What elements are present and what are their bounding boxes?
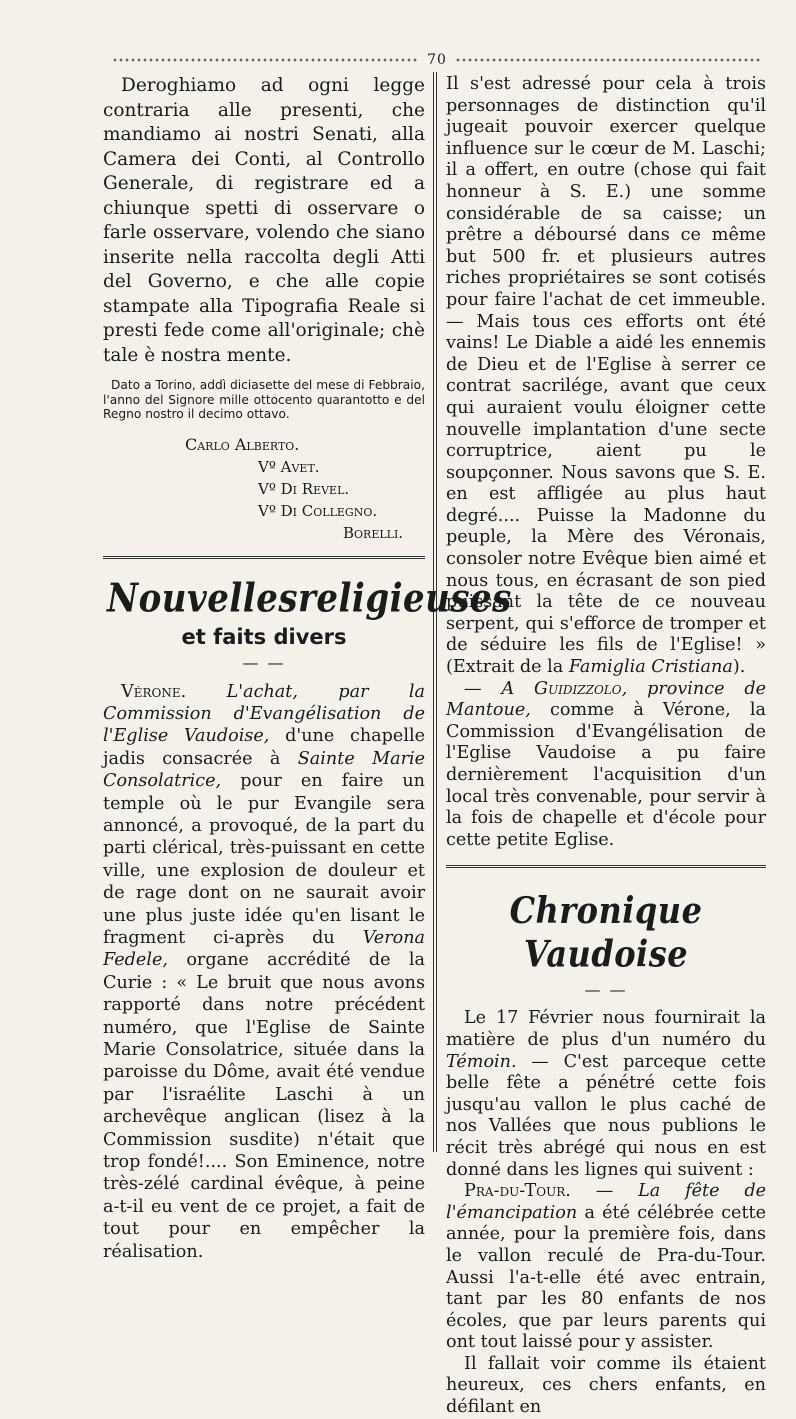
- pra-lead: Pra-du-Tour.: [464, 1181, 571, 1202]
- dash-separator: — —: [584, 980, 628, 1000]
- dateline: Dato a Torino, addì diciasette del mese di Febbraio, l'anno del Signore mille ottocento quarantotto e del Regno nostro il decimo ottavo.: [103, 378, 425, 421]
- section-title-chronique: [446, 889, 766, 976]
- signature-collegno: Vº Di Collegno.: [258, 501, 378, 520]
- pra-text: a été célébrée cette année, pour la première fois, dans le vallon reculé de Pra-du-Tour. Aussi l'a-t-elle été avec entrain, tant par les 80 enfants de nos écoles, que par leurs parents qui ont tout laissé pour y assister.: [446, 1202, 767, 1353]
- verone-lead: Vérone.: [121, 681, 187, 702]
- pra-du-tour-paragraph: [446, 1181, 766, 1354]
- continuation-paragraph: [446, 74, 766, 679]
- section-rule: [103, 556, 425, 559]
- section-title-word-2: religieuses: [297, 575, 512, 622]
- dash-separator: — —: [242, 652, 286, 672]
- signature-block: [103, 434, 425, 544]
- header-rule-right: [455, 57, 762, 63]
- verone-paragraph: [103, 681, 425, 1264]
- signature-king: Carlo Alberto.: [185, 434, 300, 454]
- chronique-text-2: — C'est parceque cette belle fête a pénétré cette fois jusqu'au vallon le plus caché de nos Vallées que nous publions le récit très abrégé qui nous en est donné dans les lignes qui suivent :: [446, 1051, 766, 1180]
- continuation-italic: Famiglia Cristiana: [568, 657, 733, 678]
- signature-borelli: Borelli.: [343, 523, 404, 542]
- pra-dash: —: [595, 1181, 614, 1202]
- pra-italic: La fête de l'émancipation: [446, 1181, 767, 1223]
- verone-italic: L'achat, par la Commission d'Evangélisation de l'Eglise Vaudoise,: [103, 681, 425, 747]
- continuation-end: ).: [732, 657, 746, 678]
- chronique-italic: Témoin.: [446, 1051, 517, 1072]
- section-title-nouvelles: [103, 575, 512, 622]
- section-rule: [446, 865, 766, 868]
- page-header: [112, 50, 762, 70]
- chronique-intro-paragraph: [446, 1008, 766, 1181]
- section-subtitle: et faits divers: [181, 624, 347, 649]
- verone-italic-3: Verona Fedele,: [103, 927, 426, 971]
- last-paragraph: Il fallait voir comme ils étaient heureux, ces chers enfants, en défilant en: [446, 1353, 766, 1418]
- guidizzolo-paragraph: [446, 679, 766, 852]
- section-title-word-1: Nouvelles: [107, 575, 298, 622]
- signature-revel: Vº Di Revel.: [258, 479, 350, 498]
- guidizzolo-lead: A Guidizzolo,: [501, 678, 628, 699]
- section-title-word-2: Vaudoise: [523, 932, 689, 977]
- page-number: 70: [427, 52, 447, 68]
- section-title-word-1: Chronique: [509, 888, 703, 933]
- guidizzolo-text: comme à Vérone, la Commission d'Evangélisation de l'Eglise Vaudoise a pu faire dernièrement l'acquisition d'un local très convenable, pour servir à la fois de chapelle et d'école pour cette petite Eglise.: [446, 700, 766, 850]
- verone-text-3: organe accrédité de la Curie : « Le bruit que nous avons rapporté dans notre précédent numéro, que l'Eglise de Sainte Marie Consolatrice, située dans la paroisse du Dôme, avait été vendue par l'israélite Laschi à un archevêque anglican (lisez à la Commission susdite) n'était que trop fondé!.... Son Eminence, notre très-zélé cardinal évêque, à peine a-t-il eu vent de ce projet, a fait de tout pour en empêcher la réalisation.: [103, 950, 425, 1262]
- guidizzolo-dash: —: [464, 678, 482, 699]
- chronique-text-1: Le 17 Février nous fournirait la matière de plus d'un numéro du: [446, 1008, 766, 1050]
- verone-text-2: pour en faire un temple où le pur Evangile sera annoncé, a provoqué, de la part du parti clérical, très-puissant en cette ville, une explosion de douleur et de rage dont on ne saurait avoir une plus juste idée qu'en lisant le fragment ci-après du: [103, 771, 426, 948]
- right-column: [446, 74, 766, 1419]
- header-rule-left: [112, 57, 419, 63]
- decree-paragraph: Deroghiamo ad ogni legge contraria alle presenti, che mandiamo ai nostri Senati, alla Camera dei Conti, al Controllo Generale, di registrare ed a chiunque spetti di osservare o farle osservare, volendo che siano inserite nella raccolta degli Atti del Governo, e che alle copie stampate alla Tipografia Reale si presti fede come all'originale; chè tale è nostra mente.: [103, 75, 425, 366]
- signature-avet: Vº Avet.: [258, 457, 320, 476]
- guidizzolo-italic: province de Mantoue,: [446, 678, 767, 721]
- continuation-text: Il s'est adressé pour cela à trois personnages de distinction qu'il jugeait pouvoir exercer quelque influence sur le cœur de M. Laschi; il a offert, en outre (chose qui fait honneur à S. E.) une somme considérable de sa caisse; un prêtre a déboursé dans ce même but 500 fr. et plusieurs autres riches propriétaires se sont cotisés pour faire l'achat de cet immeuble. — Mais tous ces efforts ont été vains! Le Diable a aidé les ennemis de Dieu et de l'Eglise à serrer ce contrat sacrilége, avant que ceux qui auraient voulu éloigner cette nouvelle implantation d'une secte corruptrice, aient pu le soupçonner. Nous savons que S. E. en est affligée au plus haut degré.... Puisse la Madonne du peuple, la Mère des Véronais, consoler notre Evêque bien aimé et nous tous, en écrasant de son pied puissant la tête de ce nouveau serpent, qui s'efforce de tromper et de séduire les fils de l'Eglise! » (Extrait de la: [446, 74, 766, 678]
- verone-italic-2: Sainte Marie Consolatrice,: [103, 748, 426, 792]
- verone-text-1: d'une chapelle jadis consacrée à: [103, 726, 425, 769]
